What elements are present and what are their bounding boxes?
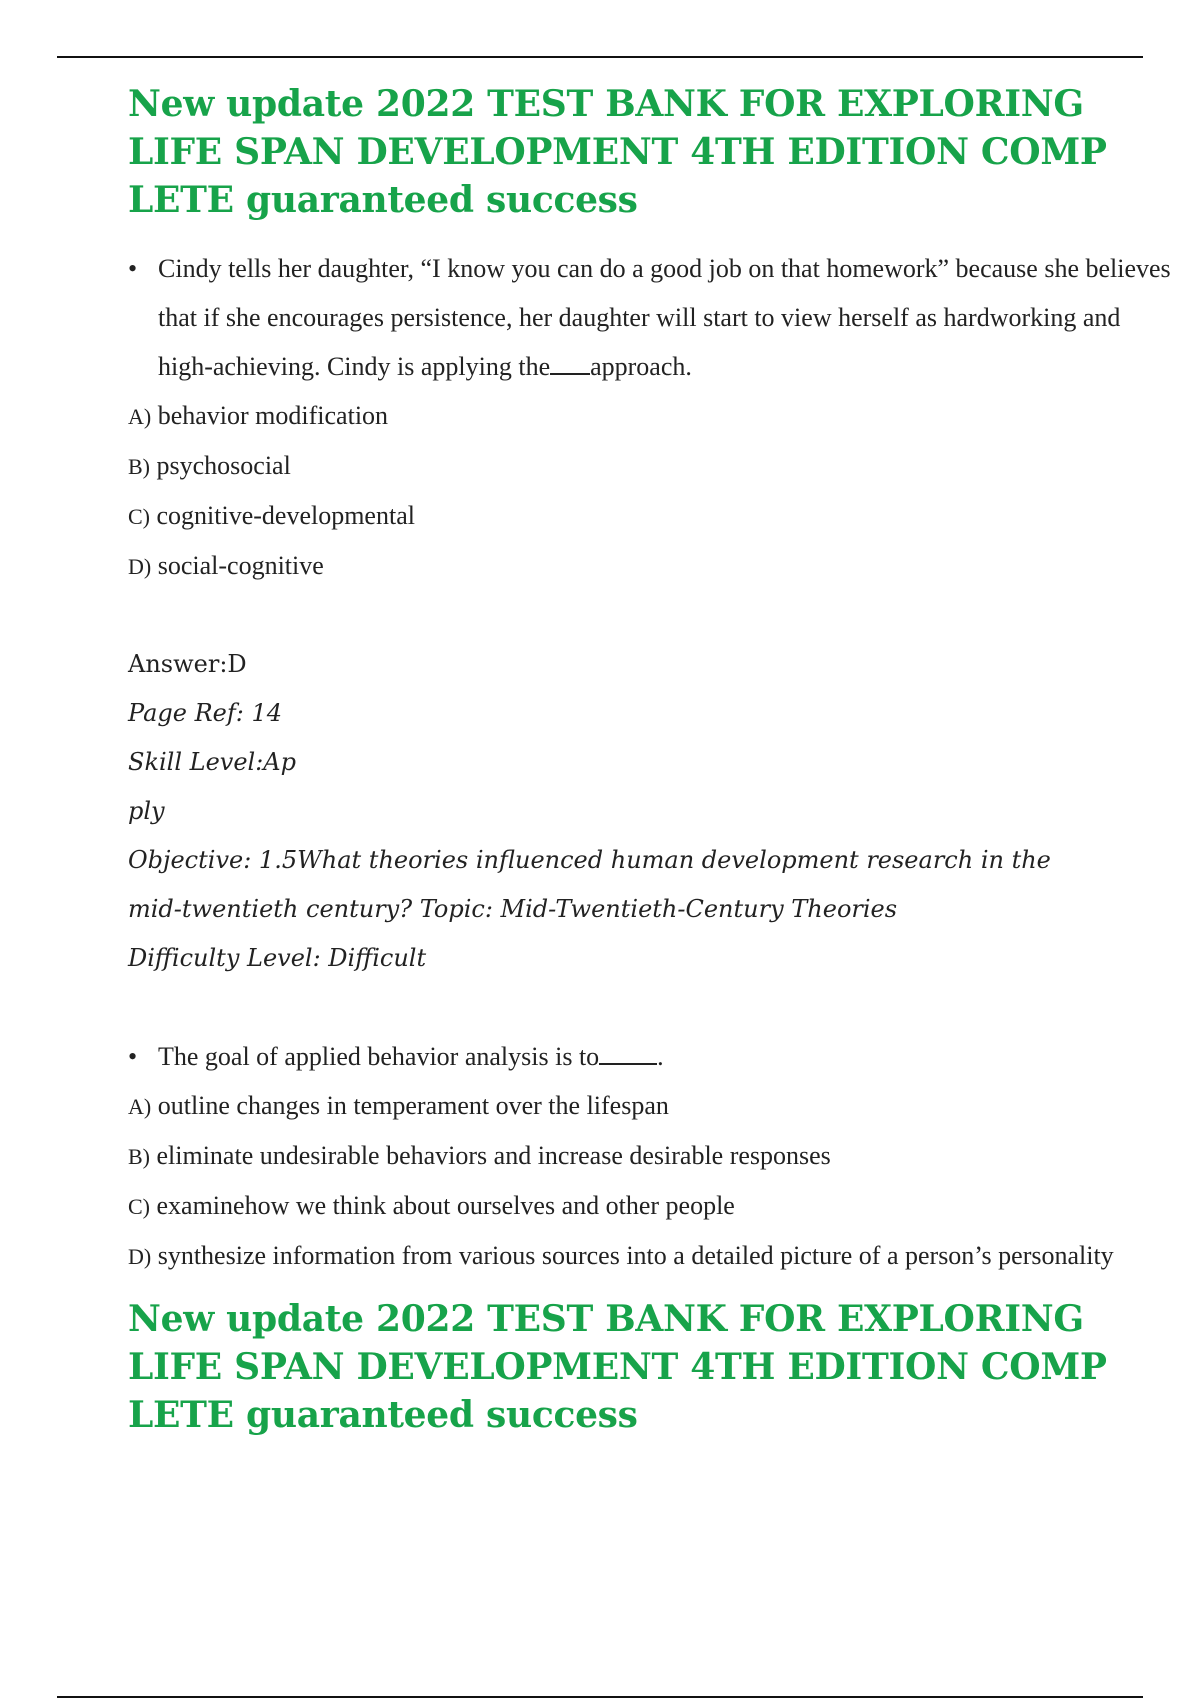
question-2-stem-end: .	[657, 1042, 664, 1071]
header-title: New update 2022 TEST BANK FOR EXPLORING LIFE SPAN DEVELOPMENT 4TH EDITION COMPLETE guaranteed success	[128, 83, 1107, 221]
spacer	[128, 983, 1178, 1032]
question-1	[128, 244, 1178, 391]
question-1-stem-end: approach.	[590, 352, 692, 381]
bullet-icon: •	[128, 254, 138, 283]
bottom-rule	[57, 1696, 1143, 1698]
q1-option-c: C) cognitive-developmental	[128, 501, 415, 530]
q1-skill-level-cont: ply	[128, 797, 165, 825]
question-1-text	[158, 244, 1178, 391]
bullet-icon: •	[128, 1042, 138, 1071]
q1-option-b: B) psychosocial	[128, 451, 291, 480]
q2-option-b: B) eliminate undesirable behaviors and increase desirable responses	[128, 1141, 831, 1170]
footer-title: New update 2022 TEST BANK FOR EXPLORING LIFE SPAN DEVELOPMENT 4TH EDITION COMPLETE guaranteed success	[128, 1298, 1107, 1436]
question-1-stem: Cindy tells her daughter, “I know you can do a good job on that homework” because she believes that if she encourages persistence, her daughter will start to view herself as hardworking and high-achieving. Cindy is applying the	[158, 254, 1171, 381]
question-2	[128, 1032, 1178, 1081]
document-page	[128, 80, 1178, 1439]
q2-option-c: C) examinehow we think about ourselves and other people	[128, 1191, 735, 1220]
q1-skill-level: Skill Level:Ap	[128, 748, 296, 776]
q2-option-d: D) synthesize information from various sources into a detailed picture of a person’s personality	[128, 1241, 1114, 1270]
q1-option-a: A) behavior modification	[128, 401, 389, 430]
top-rule	[57, 56, 1143, 58]
q1-page-ref: Page Ref: 14	[128, 699, 282, 727]
question-2-stem: The goal of applied behavior analysis is to	[158, 1042, 600, 1071]
question-2-text	[158, 1032, 1178, 1081]
answer-blank	[550, 351, 590, 375]
q1-difficulty: Difficulty Level: Difficult	[128, 944, 427, 972]
answer-blank	[599, 1041, 657, 1065]
q1-objective: Objective: 1.5What theories influenced human development research in the mid-twentieth century? Topic: Mid-Twentieth-Century Theories	[128, 846, 1051, 923]
q2-option-a: A) outline changes in temperament over the lifespan	[128, 1091, 669, 1120]
q1-option-d: D) social-cognitive	[128, 551, 324, 580]
q1-answer: Answer:D	[128, 650, 247, 678]
